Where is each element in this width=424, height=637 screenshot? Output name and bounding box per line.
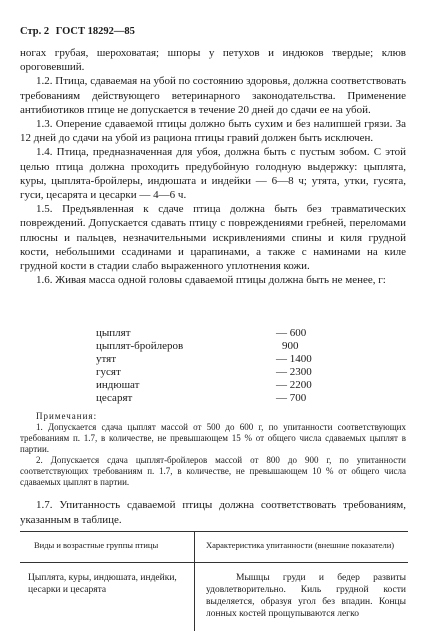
body-text	[20, 46, 406, 287]
weight-bird-name: индюшат	[96, 379, 140, 391]
paragraph-1-5: 1.5. Предъявленная к сдаче птица должна быть без травматических повреждений. Допускается сдавать птицу с повреждениями гребней, переломами плюсны и пальцев, незначительными искривлениями спины и киля грудной кости, небольшими ссадинами и царапинами, а также с наминами на киле грудной кости в стадии слабо выраженного уплотнения кожи.	[20, 203, 406, 273]
paragraph-1-6: 1.6. Живая масса одной головы сдаваемой птицы должна быть не менее, г:	[36, 274, 386, 287]
note-item: 2. Допускается сдача цыплят-бройлеров массой от 800 до 900 г, по упитанности соответствующих требованиям п. 1.7, в количестве, не превышающем 10 % от общего числа сдаваемых цыплят в партии.	[20, 455, 406, 487]
paragraph-1-7: 1.7. Упитанность сдаваемой птицы должна соответствовать требованиям, указанным в таблице.	[20, 499, 406, 526]
weight-bird-name: гусят	[96, 366, 121, 378]
weight-bird-name: утят	[96, 353, 117, 365]
paragraph-1-2: 1.2. Птица, сдаваемая на убой по состоянию здоровья, должна соответствовать требованиям действующего ветеринарного законодательства. Применение антибиотиков птице не допускается в течение 20 дней до сдачи ее на убой.	[20, 75, 406, 116]
table-header-species: Виды и возрастные группы птицы	[34, 540, 159, 550]
weight-row	[96, 379, 336, 392]
weight-bird-name: цыплят-бройлеров	[96, 340, 184, 352]
weight-row	[96, 353, 336, 366]
notes-block	[20, 411, 406, 488]
paragraph-1-7-block	[20, 498, 406, 528]
weight-value: 900	[282, 340, 299, 352]
weight-bird-name: цесарят	[96, 392, 133, 404]
weight-bird-name: цыплят	[96, 327, 131, 339]
table-cell-species: Цыплята, куры, индюшата, индейки, цесарки и цесарята	[28, 573, 177, 595]
paragraph-continuation: ногах грубая, шероховатая; шпоры у петухов и индюков твердые; клюв ороговевший.	[20, 47, 406, 74]
weight-row	[96, 392, 336, 405]
paragraph-1-3: 1.3. Оперение сдаваемой птицы должно быть сухим и без налипшей грязи. За 12 дней до сдачи на убой из рациона птицы гравий должен быть исключен.	[20, 118, 406, 145]
table-header-rule	[20, 562, 408, 563]
page-header	[20, 26, 139, 37]
weight-value: — 700	[276, 392, 307, 404]
weight-value: — 2300	[276, 366, 312, 378]
weight-value: — 600	[276, 327, 307, 339]
page-number: Стр. 2	[20, 26, 50, 37]
standard-code: ГОСТ 18292—85	[55, 26, 135, 37]
fatness-table	[20, 531, 408, 631]
note-item: 1. Допускается сдача цыплят массой от 500 до 600 г, по упитанности соответствующих требованиям п. 1.7, в количестве, не превышающем 15 % от общего числа сдаваемых цыплят в партии.	[20, 422, 406, 454]
weight-list	[96, 327, 336, 405]
weight-row	[96, 340, 336, 353]
paragraph-1-4: 1.4. Птица, предназначенная для убоя, должна быть с пустым зобом. С этой целью птица должна проходить предубойную голодную выдержку: цыплята, куры, цыплята-бройлеры, индюшата и индейки — 6—8 ч; утята, утки, гусята, гуси, цесарята и цесарки — 4—6 ч.	[20, 146, 406, 202]
weight-row	[96, 327, 336, 340]
weight-value: — 2200	[276, 379, 312, 391]
table-cell-description: Мышцы груди и бедер развиты удовлетворительно. Киль грудной кости выделяется, образуя угол без впадин. Концы лонных костей прощупываются легко	[206, 573, 406, 619]
table-column-divider	[194, 531, 195, 631]
table-header-description: Характеристика упитанности (внешние показатели)	[206, 540, 395, 550]
weight-value: — 1400	[276, 353, 312, 365]
notes-title: Примечания:	[36, 411, 98, 421]
table-top-rule	[20, 531, 408, 532]
weight-row	[96, 366, 336, 379]
